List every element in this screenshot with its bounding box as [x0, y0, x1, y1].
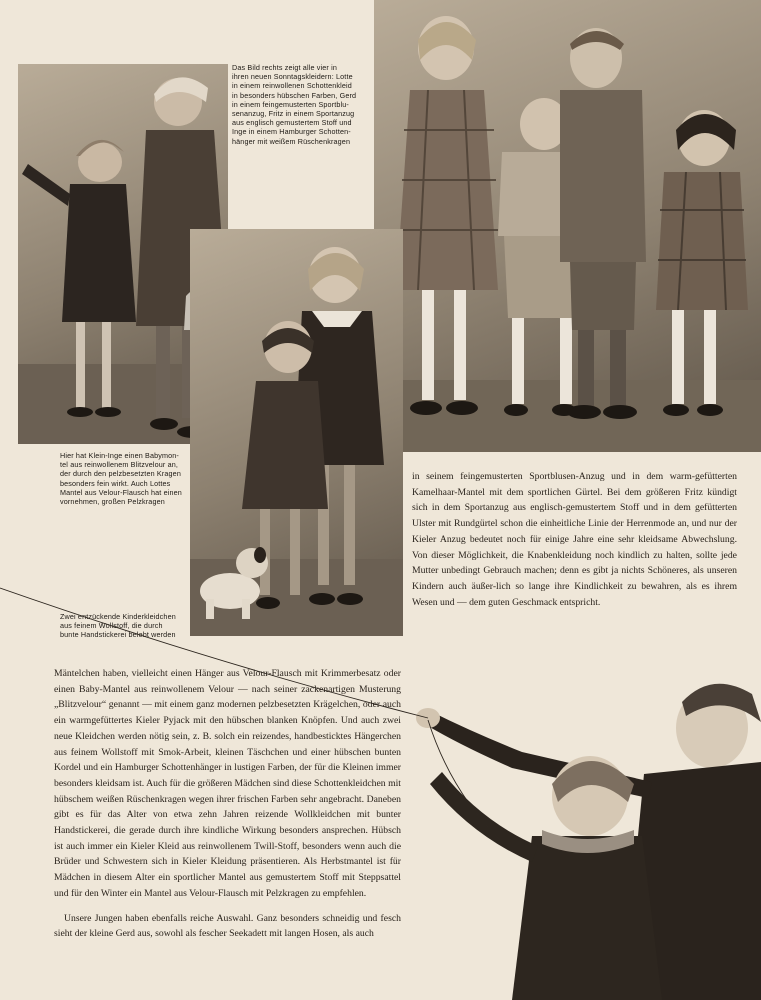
caption-line: besonders fein wirkt. Auch Lottes	[60, 478, 171, 488]
caption-line: Mantel aus Velour-Flausch hat einen	[60, 487, 182, 497]
caption-line: der durch den pelzbesetzten Kragen	[60, 469, 181, 479]
caption-line: in besonders hübschen Farben, Gerd	[232, 90, 357, 100]
caption-line: hänger mit weißem Rüschenkragen	[232, 136, 351, 146]
caption-line: bunte Handstickerei belebt werden	[60, 630, 176, 640]
caption-line: Inge in einem Hamburger Schotten-	[232, 127, 351, 137]
caption-line: Hier hat Klein-Inge einen Babymon-	[60, 451, 179, 460]
article-paragraph: Mäntelchen haben, vielleicht einen Hänger aus Velour-Flausch mit Krimmerbesatz oder einen Baby-Mantel aus reinwollenem Velour — nach seiner zackenartigen Musterung „Blitzvelour“ genannt — mit einem ganz modernen pelzbesetzten Krägelchen, oder auch ein warmgefüttertes Kieler Pyjack mit den hübschen blanken Knöpfen. Und auch zwei neue Kleidchen werden nötig sein, z. B. solch ein reizendes, handbesticktes Hängerchen aus feinem Wollstoff mit Smok-Arbeit, kleinen Täschchen und einer hübschen bunten Kordel und ein Hamburger Schottenhänger in lustigen Farben, der für die Kleinen immer besonders kleidsam ist. Auch für die größeren Mädchen sind diese Schottenkleidchen mit hübschem weißen Rüschenkragen wegen ihrer frischen Farben sehr angebracht. Daneben gibt es für das Alter von etwa zehn Jahren reizende Wollkleidchen mit bunter Handstickerei, die gerade durch ihre kindliche Wirkung besonders ansprechen. Hübsch ist auch immer ein Kieler Kleid aus reinwollenem Twill-Stoff, besonders wenn auch die Brüder und Schwestern sich in Kieler Kleidung präsentieren. Als Herbstmantel ist für Mädchen in diesem Alter ein sportlicher Mantel aus gemustertem Stoff mit Steppsattel und für den Winter ein Mantel aus Velour-Flausch mit Pelzkragen zu empfehlen.	[54, 668, 401, 899]
caption-line: Das Bild rechts zeigt alle vier in	[232, 63, 337, 72]
article-paragraph: in seinem feingemusterten Sportblusen-Anzug und in dem warm-gefütterten Kamelhaar-Mantel mit dem sportlichen Gürtel. Bei dem größeren Fritz kündigt sich in dem Sportanzug aus englisch-gemustertem Stoff und in dem gefütterten Ulster mit Rundgürtel schon die einheitliche Linie der Herrenmode an, und nur der Kieler Anzug bedeutet noch für einige Jahre eine sehr kleidsame Abwechslung. Von dieser Möglichkeit, die Knabenkleidung noch kindlich zu halten, sollte jede Mutter unbedingt Gebrauch machen; denn es gibt ja nichts Schöneres, als unseren Kindern auch äußer-lich so lange ihre Kindlichkeit zu bewahren, als es ihrem Wesen und — dem guten Geschmack entspricht.	[412, 471, 737, 608]
caption-left	[60, 451, 188, 506]
caption-top-right	[232, 63, 374, 146]
caption-line: senanzug, Fritz in einem Sportanzug	[232, 109, 355, 119]
caption-line: in einem feingemusterten Sportblu-	[232, 99, 349, 109]
caption-line: Zwei entzückende Kinderkleidchen	[60, 612, 176, 621]
article-paragraph: Unsere Jungen haben ebenfalls reiche Auswahl. Ganz besonders schneidig und fesch sieht der kleine Gerd aus, sowohl als fescher Seekadett mit langen Hosen, als auch	[54, 912, 401, 940]
caption-line: tel aus reinwollenem Blitzvelour an,	[60, 460, 179, 470]
photo-children-with-kite	[412, 672, 761, 1000]
caption-middle	[60, 612, 188, 640]
caption-line: aus englisch gemustertem Stoff und	[232, 118, 352, 128]
caption-line: vornehmen, großen Pelzkragen	[60, 497, 165, 507]
caption-line: aus feinem Wollstoff, die durch	[60, 621, 163, 631]
caption-line: in einem reinwollenen Schottenkleid	[232, 81, 352, 91]
article-left-column	[54, 666, 401, 942]
photo-four-children	[374, 0, 761, 452]
photo-girls-in-dresses	[190, 229, 403, 636]
caption-line: ihren neuen Sonntagskleidern: Lotte	[232, 72, 353, 82]
article-right-column	[412, 469, 737, 610]
